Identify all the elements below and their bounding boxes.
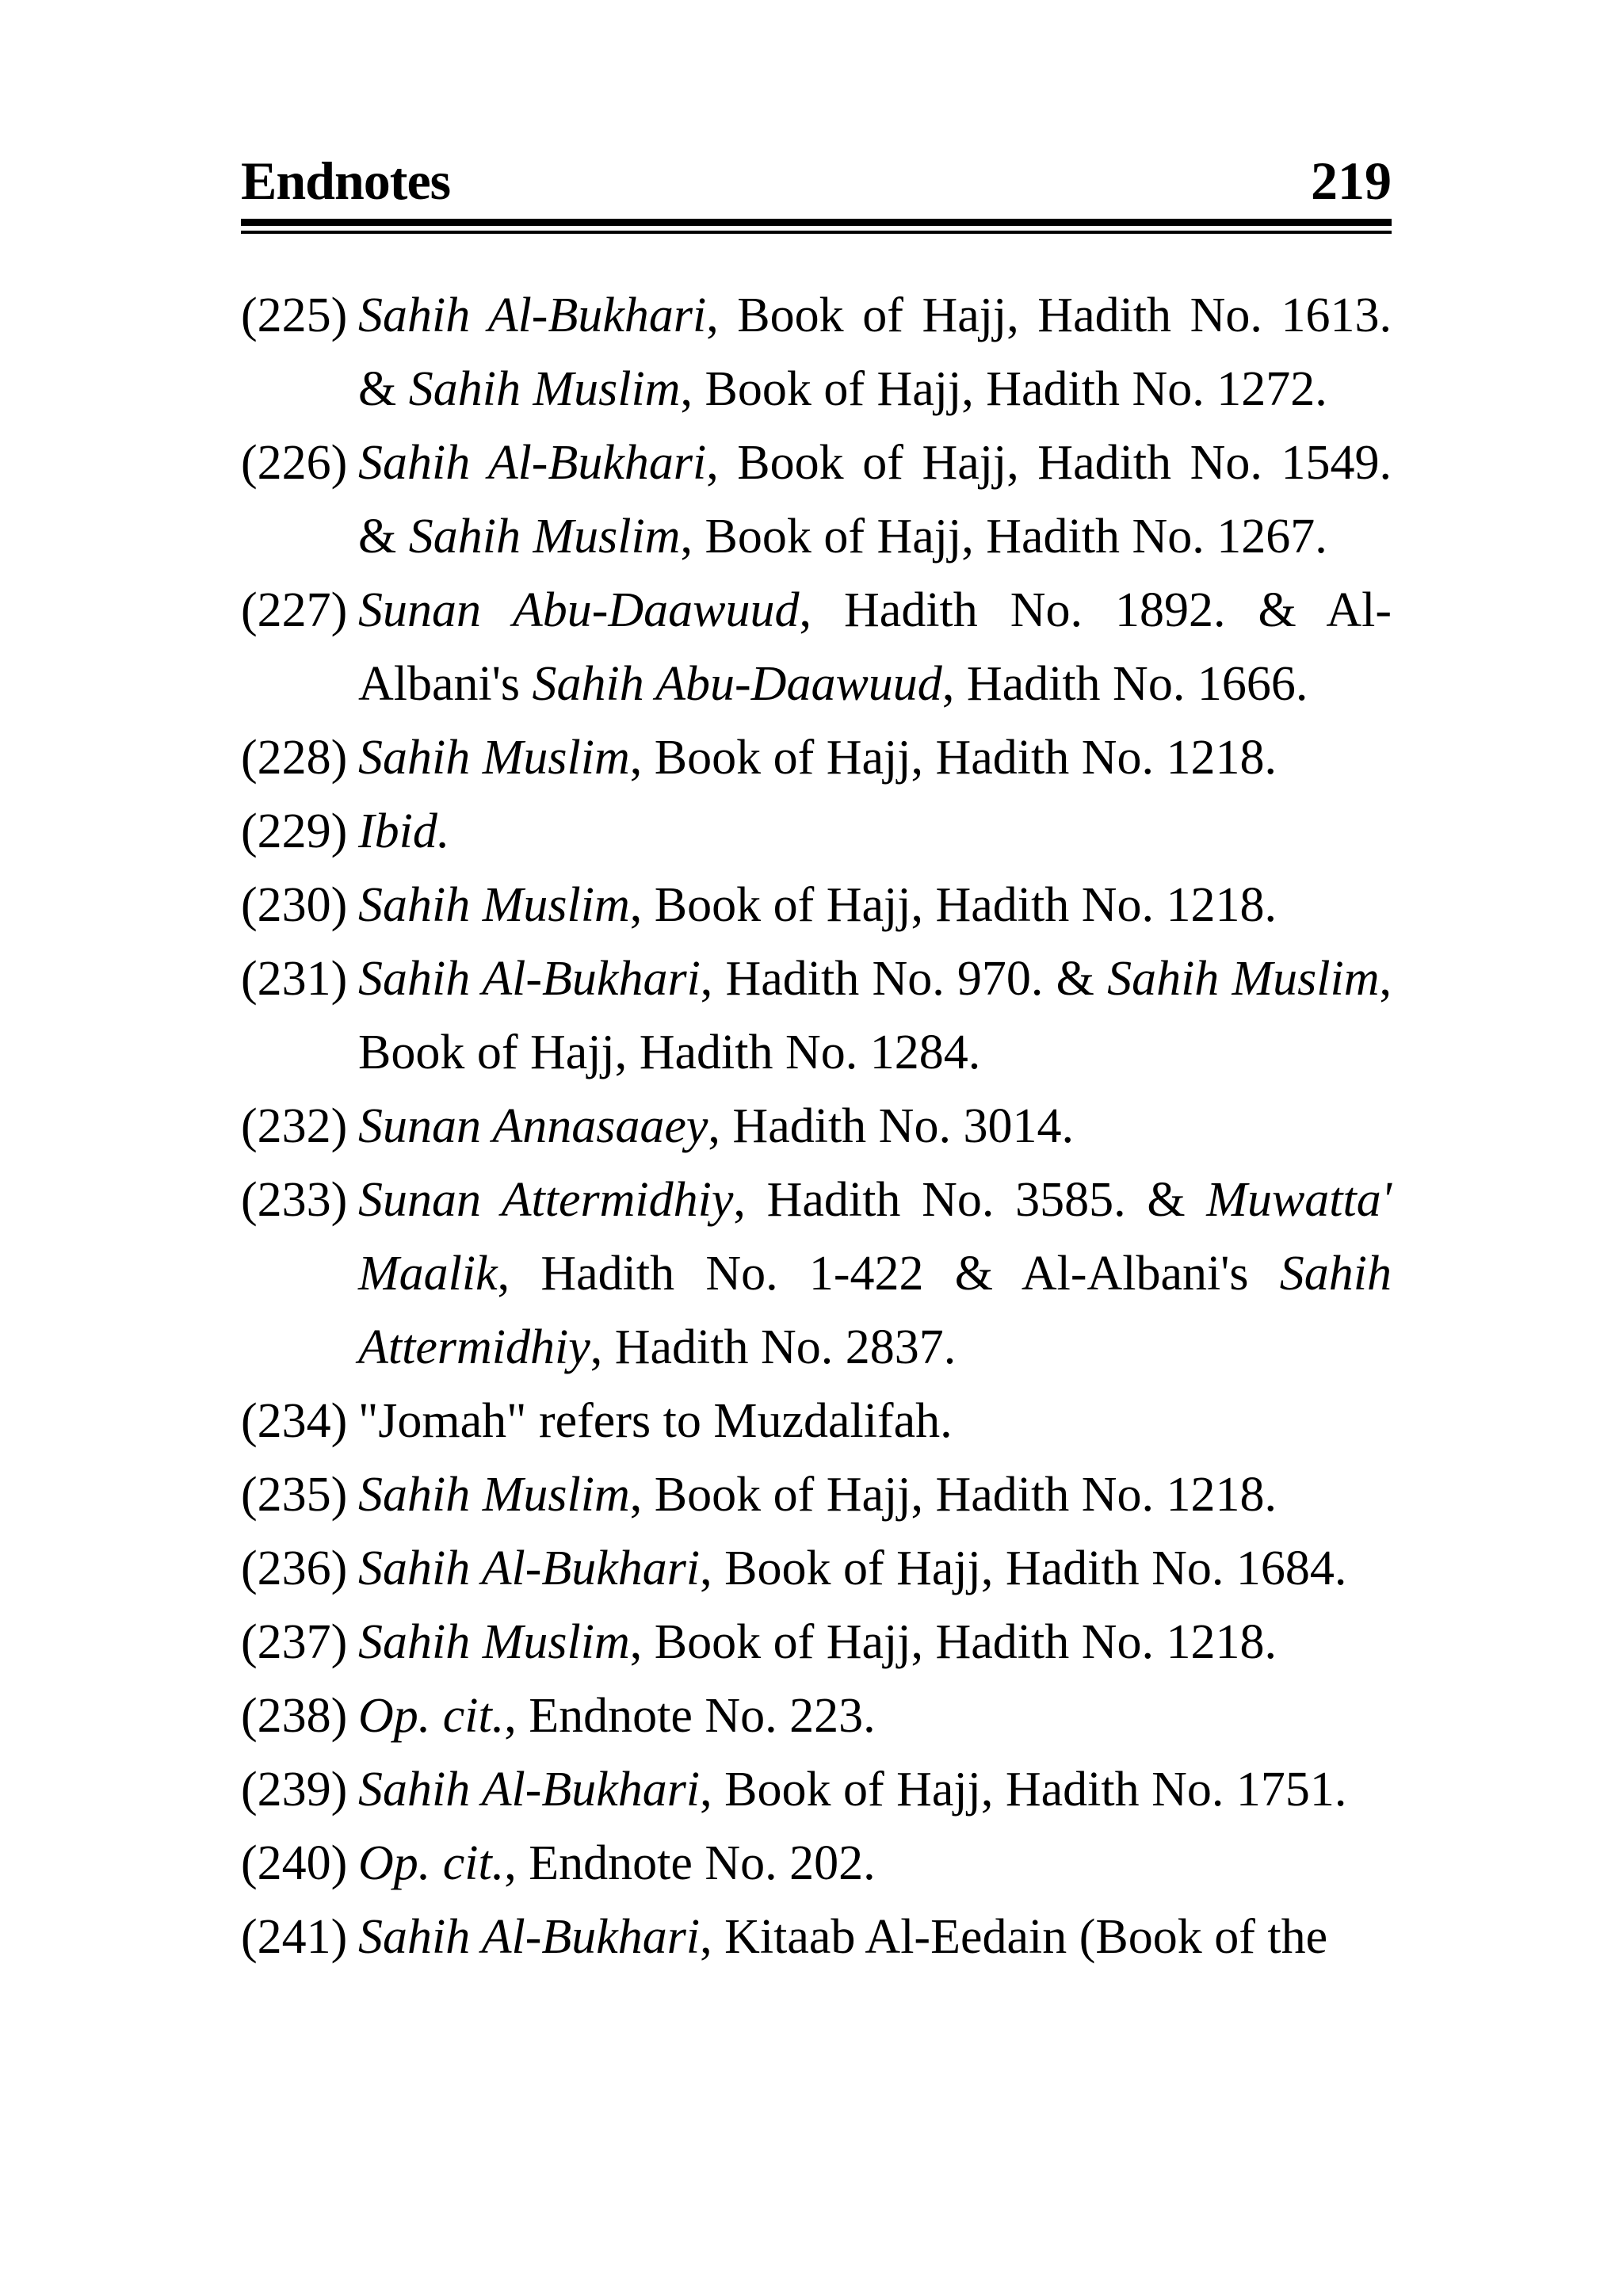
endnote-number: (241) — [241, 1910, 348, 1964]
endnotes-list — [241, 279, 1392, 1974]
endnote-item — [241, 869, 1392, 942]
endnote-text — [358, 1458, 1392, 1532]
endnote-text-segment: , Hadith No. 2837. — [590, 1320, 957, 1374]
endnote-item — [241, 1163, 1392, 1385]
cited-title: Sunan Attermidhiy — [358, 1173, 734, 1227]
cited-title: Sahih Al-Bukhari — [358, 1910, 701, 1964]
cited-title: Op. cit. — [358, 1836, 505, 1890]
endnote-text-segment: , Book of Hajj, Hadith No. 1218. — [629, 1468, 1277, 1522]
endnote-text — [358, 869, 1392, 942]
cited-title: Sahih Al-Bukhari — [358, 1763, 701, 1817]
endnote-text — [358, 1753, 1392, 1827]
endnote-number: (237) — [241, 1615, 348, 1669]
cited-title: Sahih Al-Bukhari — [358, 952, 701, 1006]
header-rule-thin — [241, 231, 1392, 234]
endnote-text-segment: , Hadith No. 970. & — [700, 952, 1108, 1006]
endnote-text — [358, 1385, 1392, 1458]
cited-title: Sunan Annasaaey — [358, 1099, 708, 1153]
endnote-text — [358, 795, 1392, 869]
endnote-item — [241, 1753, 1392, 1827]
page-title: Endnotes — [241, 151, 451, 211]
page-header — [241, 149, 1392, 220]
endnote-text — [358, 1901, 1392, 1974]
endnote-item — [241, 942, 1392, 1090]
endnote-text — [358, 1532, 1392, 1606]
endnote-number: (240) — [241, 1836, 348, 1890]
cited-title: Sahih Muslim — [358, 731, 630, 785]
endnote-text — [358, 1679, 1392, 1753]
endnote-number: (230) — [241, 878, 348, 932]
cited-title: Sahih Al-Bukhari — [358, 436, 707, 490]
cited-title: Sahih Muslim — [1107, 952, 1380, 1006]
cited-title: Sahih Muslim — [358, 1615, 630, 1669]
endnote-number: (233) — [241, 1173, 348, 1227]
page-number: 219 — [1311, 151, 1392, 211]
cited-title: Sahih Muslim — [408, 362, 681, 416]
cited-title: Sunan Abu-Daawuud — [358, 583, 800, 637]
endnote-text-segment: , Book of Hajj, Hadith No. 1549. & — [358, 436, 1392, 563]
endnote-item — [241, 795, 1392, 869]
endnote-number: (231) — [241, 952, 348, 1006]
endnote-text — [358, 1827, 1392, 1901]
endnote-text-segment: , Hadith No. 3585. & — [733, 1173, 1207, 1227]
endnote-text-segment: , Endnote No. 223. — [504, 1689, 876, 1743]
endnote-text-segment: , Hadith No. 1892. & Al-Albani's — [358, 583, 1392, 711]
endnote-text-segment: , Hadith No. 1666. — [941, 657, 1308, 711]
endnote-text-segment: , Endnote No. 202. — [504, 1836, 876, 1890]
endnote-text — [358, 1606, 1392, 1679]
endnote-text-segment: , Book of Hajj, Hadith No. 1218. — [629, 878, 1277, 932]
endnote-number: (234) — [241, 1394, 348, 1448]
endnote-number: (229) — [241, 804, 348, 858]
endnote-item — [241, 426, 1392, 574]
endnote-text — [358, 279, 1392, 426]
cited-title: Ibid. — [358, 804, 450, 858]
endnote-item — [241, 1090, 1392, 1163]
endnote-text-segment: , Hadith No. 1-422 & Al-Albani's — [497, 1247, 1280, 1301]
endnote-item — [241, 1606, 1392, 1679]
endnote-number: (235) — [241, 1468, 348, 1522]
endnote-text-segment: , Book of Hajj, Hadith No. 1218. — [629, 1615, 1277, 1669]
endnote-number: (226) — [241, 436, 348, 490]
endnote-text — [358, 1163, 1392, 1385]
endnote-item — [241, 1827, 1392, 1901]
header-rule-thick — [241, 219, 1392, 226]
endnote-item — [241, 1679, 1392, 1753]
endnote-number: (227) — [241, 583, 348, 637]
cited-title: Sahih Abu-Daawuud — [532, 657, 942, 711]
endnote-item — [241, 1901, 1392, 1974]
endnote-item — [241, 721, 1392, 795]
endnote-text-segment: , Book of Hajj, Hadith No. 1284. — [358, 952, 1392, 1079]
endnote-text — [358, 942, 1392, 1090]
endnote-text-segment: , Book of Hajj, Hadith No. 1267. — [680, 510, 1327, 563]
cited-title: Op. cit. — [358, 1689, 505, 1743]
endnote-text — [358, 1090, 1392, 1163]
endnote-number: (236) — [241, 1541, 348, 1595]
cited-title: Sahih Muslim — [408, 510, 681, 563]
endnote-text — [358, 426, 1392, 574]
endnote-number: (239) — [241, 1763, 348, 1817]
endnote-number: (232) — [241, 1099, 348, 1153]
endnote-item — [241, 279, 1392, 426]
endnote-text — [358, 721, 1392, 795]
endnote-text-segment: , Book of Hajj, Hadith No. 1218. — [629, 731, 1277, 785]
endnote-item — [241, 1532, 1392, 1606]
cited-title: Sahih Muslim — [358, 1468, 630, 1522]
cited-title: Sahih Muslim — [358, 878, 630, 932]
endnote-item — [241, 1458, 1392, 1532]
endnote-number: (238) — [241, 1689, 348, 1743]
endnote-text-segment: , Hadith No. 3014. — [708, 1099, 1074, 1153]
endnote-text-segment: , Book of Hajj, Hadith No. 1751. — [700, 1763, 1347, 1817]
endnote-text — [358, 574, 1392, 721]
endnote-number: (228) — [241, 731, 348, 785]
cited-title: Sahih Al-Bukhari — [358, 1541, 701, 1595]
endnote-text-segment: , Book of Hajj, Hadith No. 1684. — [700, 1541, 1347, 1595]
endnote-item — [241, 1385, 1392, 1458]
cited-title: Muwatta' Maalik — [358, 1173, 1392, 1301]
cited-title: Sahih Al-Bukhari — [358, 288, 707, 342]
endnote-text-segment: "Jomah" refers to Muzdalifah. — [358, 1394, 953, 1448]
endnote-item — [241, 574, 1392, 721]
endnote-text-segment: , Book of Hajj, Hadith No. 1272. — [680, 362, 1327, 416]
endnote-text-segment: , Book of Hajj, Hadith No. 1613. & — [358, 288, 1392, 416]
endnote-text-segment: , Kitaab Al-Eedain (Book of the — [700, 1910, 1328, 1964]
cited-title: Sahih Attermidhiy — [358, 1247, 1392, 1374]
endnote-number: (225) — [241, 288, 348, 342]
